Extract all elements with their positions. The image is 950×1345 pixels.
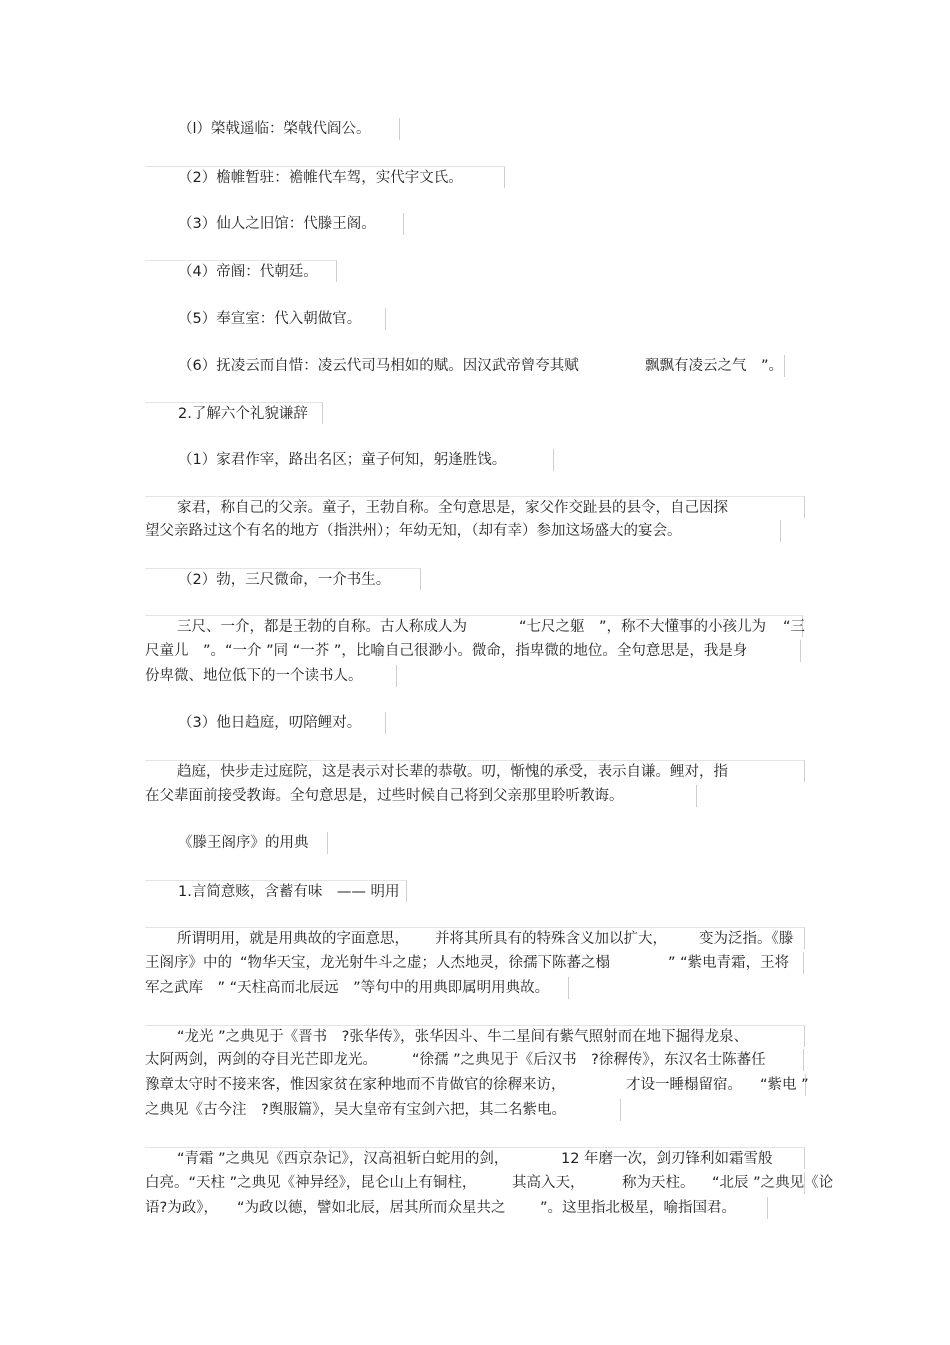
text-line: （3）仙人之旧馆：代滕王阁。 [178, 213, 404, 235]
text-line: 趋庭，快步走过庭院，这是表示对长辈的恭敬。叨，惭愧的承受，表示自谦。鲤对，指 [145, 760, 805, 782]
text-line: 之典见《古今注 ?舆服篇》，吴大皇帝有宝剑六把，其二名紫电。 [145, 1099, 621, 1121]
text-line: “紫电 ” [760, 1074, 806, 1096]
text-line: （2）檐帷暂驻：襜帷代车驾，实代宇文氏。 [145, 166, 505, 188]
text-line: 所谓明用，就是用典故的字面意思， [145, 927, 435, 949]
text-line: “龙光 ”之典见于《晋书 ?张华传》，张华因斗、牛二星间有紫气照射而在地下掘得龙泉、 [145, 1025, 805, 1047]
text-line: 12 年磨一次，剑刃锋利如霜雪般 [535, 1147, 805, 1169]
text-line: 豫章太守时不接来客，惟因家贫在家种地而不肯做官的徐稺来访， [145, 1077, 566, 1093]
text-line: 白亮。“天柱 ”之典见《神异经》，昆仑山上有铜柱， [145, 1175, 477, 1191]
text-line: ”。这里指北极星，喻指国君。 [540, 1197, 768, 1219]
text-line: （4）帝阍：代朝廷。 [145, 260, 337, 282]
text-line: （1）家君作宰，路出名区；童子何知，躬逢胜饯。 [178, 449, 554, 471]
text-line: （3）他日趋庭，叨陪鲤对。 [178, 712, 386, 734]
text-line: （5）奉宣室：代入朝做官。 [178, 308, 386, 330]
text-line: 望父亲路过这个有名的地方（指洪州）；年幼无知，（却有幸）参加这场盛大的宴会。 [145, 520, 781, 542]
text-line: “物华天宝，龙光射牛斗之虚；人杰地灵，徐孺下陈蕃之榻 [240, 955, 611, 971]
text-line: “为政以德，譬如北辰，居其所而众星共之 [237, 1200, 506, 1216]
text-line: “七尺之躯 ”，称不大懂事的小孩儿为 [505, 615, 765, 637]
text-line: （l）棨戟遥临：棨戟代阎公。 [178, 118, 400, 140]
section-heading: 1.言简意赅，含蓄有味 —— 明用 [145, 880, 407, 902]
text-line: （6）抚凌云而自惜：凌云代司马相如的赋。因汉武帝曾夸其赋 [178, 358, 579, 374]
section-heading: 《滕王阁序》的用典 [178, 832, 328, 854]
text-line: 王阁序》中的 [145, 955, 232, 971]
text-line: 尺童儿 ”。“一介 ”同 “一芥 ”，比喻自己很渺小。微命，指卑微的地位。全句意思是，我是身 [145, 640, 801, 662]
text-line: 变为泛指。《滕 [685, 927, 805, 949]
text-line: （2）勃，三尺微命，一介书生。 [145, 568, 421, 590]
text-line: 份卑微、地位低下的一个读书人。 [145, 665, 397, 687]
text-line: “北辰 ”之典见《论 [712, 1172, 805, 1194]
text-line: 才设一睡榻留宿。 [626, 1077, 742, 1093]
text-line: 三尺、一介，都是王勃的自称。古人称成人为 [145, 615, 505, 637]
text-line: “徐孺 ”之典见于《后汉书 ?徐稺传》，东汉名士陈蕃任 [412, 1049, 804, 1071]
text-line: ” “紫电青霜，王将 [668, 952, 804, 974]
section-heading: 2.了解六个礼貌谦辞 [145, 402, 323, 424]
text-line: 飘飘有凌云之气 ”。 [645, 355, 785, 377]
text-line: 其高入天， [512, 1175, 585, 1191]
text-line: “三 [765, 615, 803, 637]
text-line: 并将其所具有的特殊含义加以扩大， [435, 927, 685, 949]
text-line: 家君，称自己的父亲。童子，王勃自称。全句意思是，家父作交趾县的县令，自己因探 [145, 496, 805, 518]
text-line: 军之武库 ” “天柱高而北辰远 ”等句中的用典即属明用典故。 [145, 977, 569, 999]
text-line: “青霜 ”之典见《西京杂记》，汉高祖斩白蛇用的剑， [145, 1147, 535, 1169]
text-line: 称为天柱。 [622, 1175, 695, 1191]
text-line: 语?为政》， [145, 1200, 218, 1216]
text-line: 太阿两剑，两剑的夺目光芒即龙光。 [145, 1052, 377, 1068]
text-line: 在父辈面前接受教诲。全句意思是，过些时候自己将到父亲那里聆听教诲。 [145, 785, 697, 807]
